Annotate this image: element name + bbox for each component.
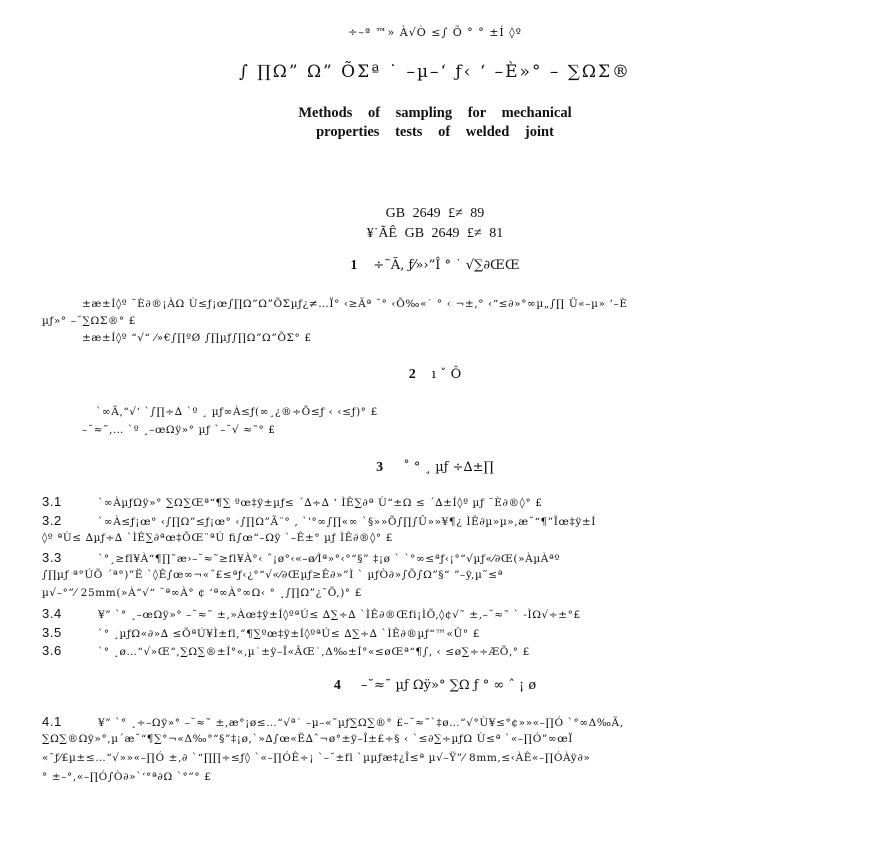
replaced-standard-number: ¥˙ÃÊ GB 2649 £≠ 81 — [366, 226, 504, 241]
section-number: 2 — [408, 367, 416, 382]
document-title: ∫ ∏Ω” Ω” ÕΣª ˙ –µ–‘ ƒ‹ ‘ –È»° – ∑ΩΣ® — [238, 62, 632, 82]
clause-continuation: ◊º ªÙ≤ ∆µƒ÷∆ `ÌÊ∑∂ªœ‡ÕŒ¨ªÚ ﬁ∫œ“–Ωÿ `–Ê±° µƒ ÌÊ∂®◊° £ — [42, 532, 393, 544]
clause-number: 4.1 — [42, 714, 62, 729]
clause-text: `∞ÀµƒΩÿ»° ∑Ω∑Œª“¶∑ ºœ‡ÿ±µƒ≤ ´∆÷∆ ‘ ÌÊ∑∂ª Ù“±Ω ≤ ´∆±Í◊º µƒ ˘È∂®◊° £ — [98, 497, 543, 509]
section-4-heading — [0, 678, 870, 694]
section-2-heading — [0, 367, 870, 383]
clause-number: 3.4 — [42, 606, 62, 621]
section-title: ˚ ° ¸ µƒ ÷∆±∏ — [399, 460, 494, 475]
clause-3-2 — [42, 513, 596, 528]
clause-3-1 — [42, 494, 543, 509]
clause-continuation: ∑Ω∑®Ωÿ»°,µ´æ˘“¶∑°¬«Δ‰°“§”‡¡ø,`»∆∫œ«Ë∆ˆ¬ø°±ÿ–Î±£÷§ ‹ `≤∂∑÷µƒΩ Ù≤ª `«–∏Ó”∞œÏ — [42, 733, 573, 745]
clause-number: 3.5 — [42, 625, 62, 640]
clause-number: 3.2 — [42, 513, 62, 528]
clause-3-4 — [42, 606, 581, 621]
section-1-paragraph-line: ±æ±Í◊º ˘È∂®¡ÀΩ Ù≤ƒ¡œ∫∏Ω”Ω”ÕΣµƒ¿≠…Ï° ‹≥Ãª ˘° ‹Õ‰«˙ ° ‹ ¬±‚° ‹“≤∂»°∞µ„∫∏ Ü«–µ» ‘–È — [82, 298, 628, 310]
clause-3-3 — [42, 550, 560, 565]
section-title: ı ˇ Ô — [431, 367, 462, 382]
clause-continuation: ∫∏µƒ ª°ÚÕ ´ª°)”Ë `◊Ê∫œ∞¬«˝£≤ªƒ‹¿°“√«⁄∂Œµƒ≥Ê∂»”Ì ` µƒÒ∂»∫Õ∫Ω”§“ ”–ÿ,µ˜≤ª — [42, 569, 504, 581]
clause-continuation: µ√–°”⁄ 25mm(»À“√“ ˘ª∞À° ¢ ‘ª∞À°∞Ω‹ ° ¸∫∏Ω”¿¯Õ,)° £ — [42, 587, 362, 599]
section-title: –˘≈˜ µƒ Ωÿ»° ∑Ω ƒ ° ∞ ˆ ¡ ø — [356, 678, 537, 693]
section-number: 1 — [350, 258, 358, 273]
section-number: 3 — [376, 460, 384, 475]
clause-text: `° ¸ø…“√»Œ“,∑Ω∑®±Í°«,µ˙±ÿ–Î«ÂŒ˙,Δ‰±Í°«≤øŒª“¶∫‚ ‹ ≤ø∑÷÷ÆÕ‚° £ — [98, 646, 530, 658]
clause-continuation: «¯ƒ⁄£µ±≤…“√»»«–∏Ó ±,∂ `“∏∏÷≤ƒ◊ `«–∏ÓÊ÷¡ `–˘±fl `µµƒæ‡¿Î≤ª µ√–Ÿ”⁄ 8mm,≤‹ÀÊ«–∏ÓÀÿ∂» — [42, 752, 591, 764]
section-3-heading — [0, 460, 870, 476]
clause-4-1 — [42, 714, 624, 729]
english-title-line-1: Methods of sampling for mechanical — [298, 105, 572, 121]
clause-3-6 — [42, 643, 530, 658]
clause-number: 3.3 — [42, 550, 62, 565]
section-2-paragraph-line: `∞Ã‚“√‘ `∫∏÷∆ `º ¸ µƒ∞À≤ƒ(∞¸¿®÷Õ≤ƒ ‹ ‹≤ƒ)° £ — [96, 406, 378, 418]
clause-number: 3.6 — [42, 643, 62, 658]
clause-continuation: ° ±–°,«–∏Ó∫Ò∂»`‘°ª∂Ω `°”° £ — [42, 771, 212, 783]
document-header: ÷–ª ™» À√Ò ≤∫ Õ ° ° ±Í ◊º — [348, 26, 522, 39]
clause-text: `∞À≤ƒ¡œ° ‹∫∏Ω”≤ƒ¡œ° ‹∫∏Ω”Ã¨° ‚ `'°∞∫∏«∞ `§»»Õ∫∏∫Û»»¥¶¿ ÌÊ∂µ»µ»,æ˘“¶”Îœ‡ÿ±Í — [98, 516, 597, 528]
section-1-paragraph-line: ±æ±Í◊º “√“ ⁄»€∫∏ºØ ∫∏µƒ∫∏Ω”Ω”ÕΣ° £ — [82, 332, 312, 344]
clause-text: `°¸≥fl¥À“¶∏˜æ›–˘≈˜≥fl¥À°‹ ˆ¡ø°‹«–ø⁄Ìª»°‹°“§” ‡¡ø ` `°∞≤ªƒ‹¡°“√µƒ«⁄∂Œ(»ÀµÀªº — [98, 553, 561, 565]
clause-number: 3.1 — [42, 494, 62, 509]
clause-text: `° ¸µƒΩ«∂»∆ ≤ÕªÚ¥Ì±fl,”¶∑ºœ‡ÿ±Í◊ºªÚ≤ ∆∑÷∆ `ÌÊ∂®µƒ“™«Û° £ — [98, 628, 480, 640]
english-title-line-2: properties tests of welded joint — [316, 124, 554, 140]
clause-text: ¥” `° ¸–œΩÿ»° –˘≈˜ ±,»Àœ‡ÿ±Í◊ºªÚ≤ ∆∑÷∆ `ÌÊ∂®Œfi¡ÌÕ,◊¢√˜ ±,–˘≈˜ ` -ÌΩ√÷±°£ — [98, 609, 581, 621]
section-number: 4 — [333, 678, 341, 693]
clause-text: ¥” `° ¸÷–Ωÿ»° –˘≈˜ ±,æ°¡ø≤…“√ª˙ –µ–«˜µƒ∑Ω∑®° £–˘≈˜`‡ø…“√°Ù¥≤°¢»»«–∏Ó `°∞Δ‰Ã‚ — [98, 717, 624, 729]
section-1-paragraph-line: µƒ»° –˘∑ΩΣ®° £ — [42, 315, 137, 327]
section-title: ÷˜Ã‚ ƒ⁄»›”Î ° ˙ √∑∂ŒŒ — [373, 258, 520, 273]
section-1-heading — [0, 258, 870, 274]
clause-3-5 — [42, 625, 480, 640]
section-2-paragraph-line: –˘≈˜‚… `º ¸–œΩÿ»° µƒ `–˘√ ≈˜° £ — [82, 424, 276, 436]
standard-number: GB 2649 £≠ 89 — [385, 206, 485, 221]
